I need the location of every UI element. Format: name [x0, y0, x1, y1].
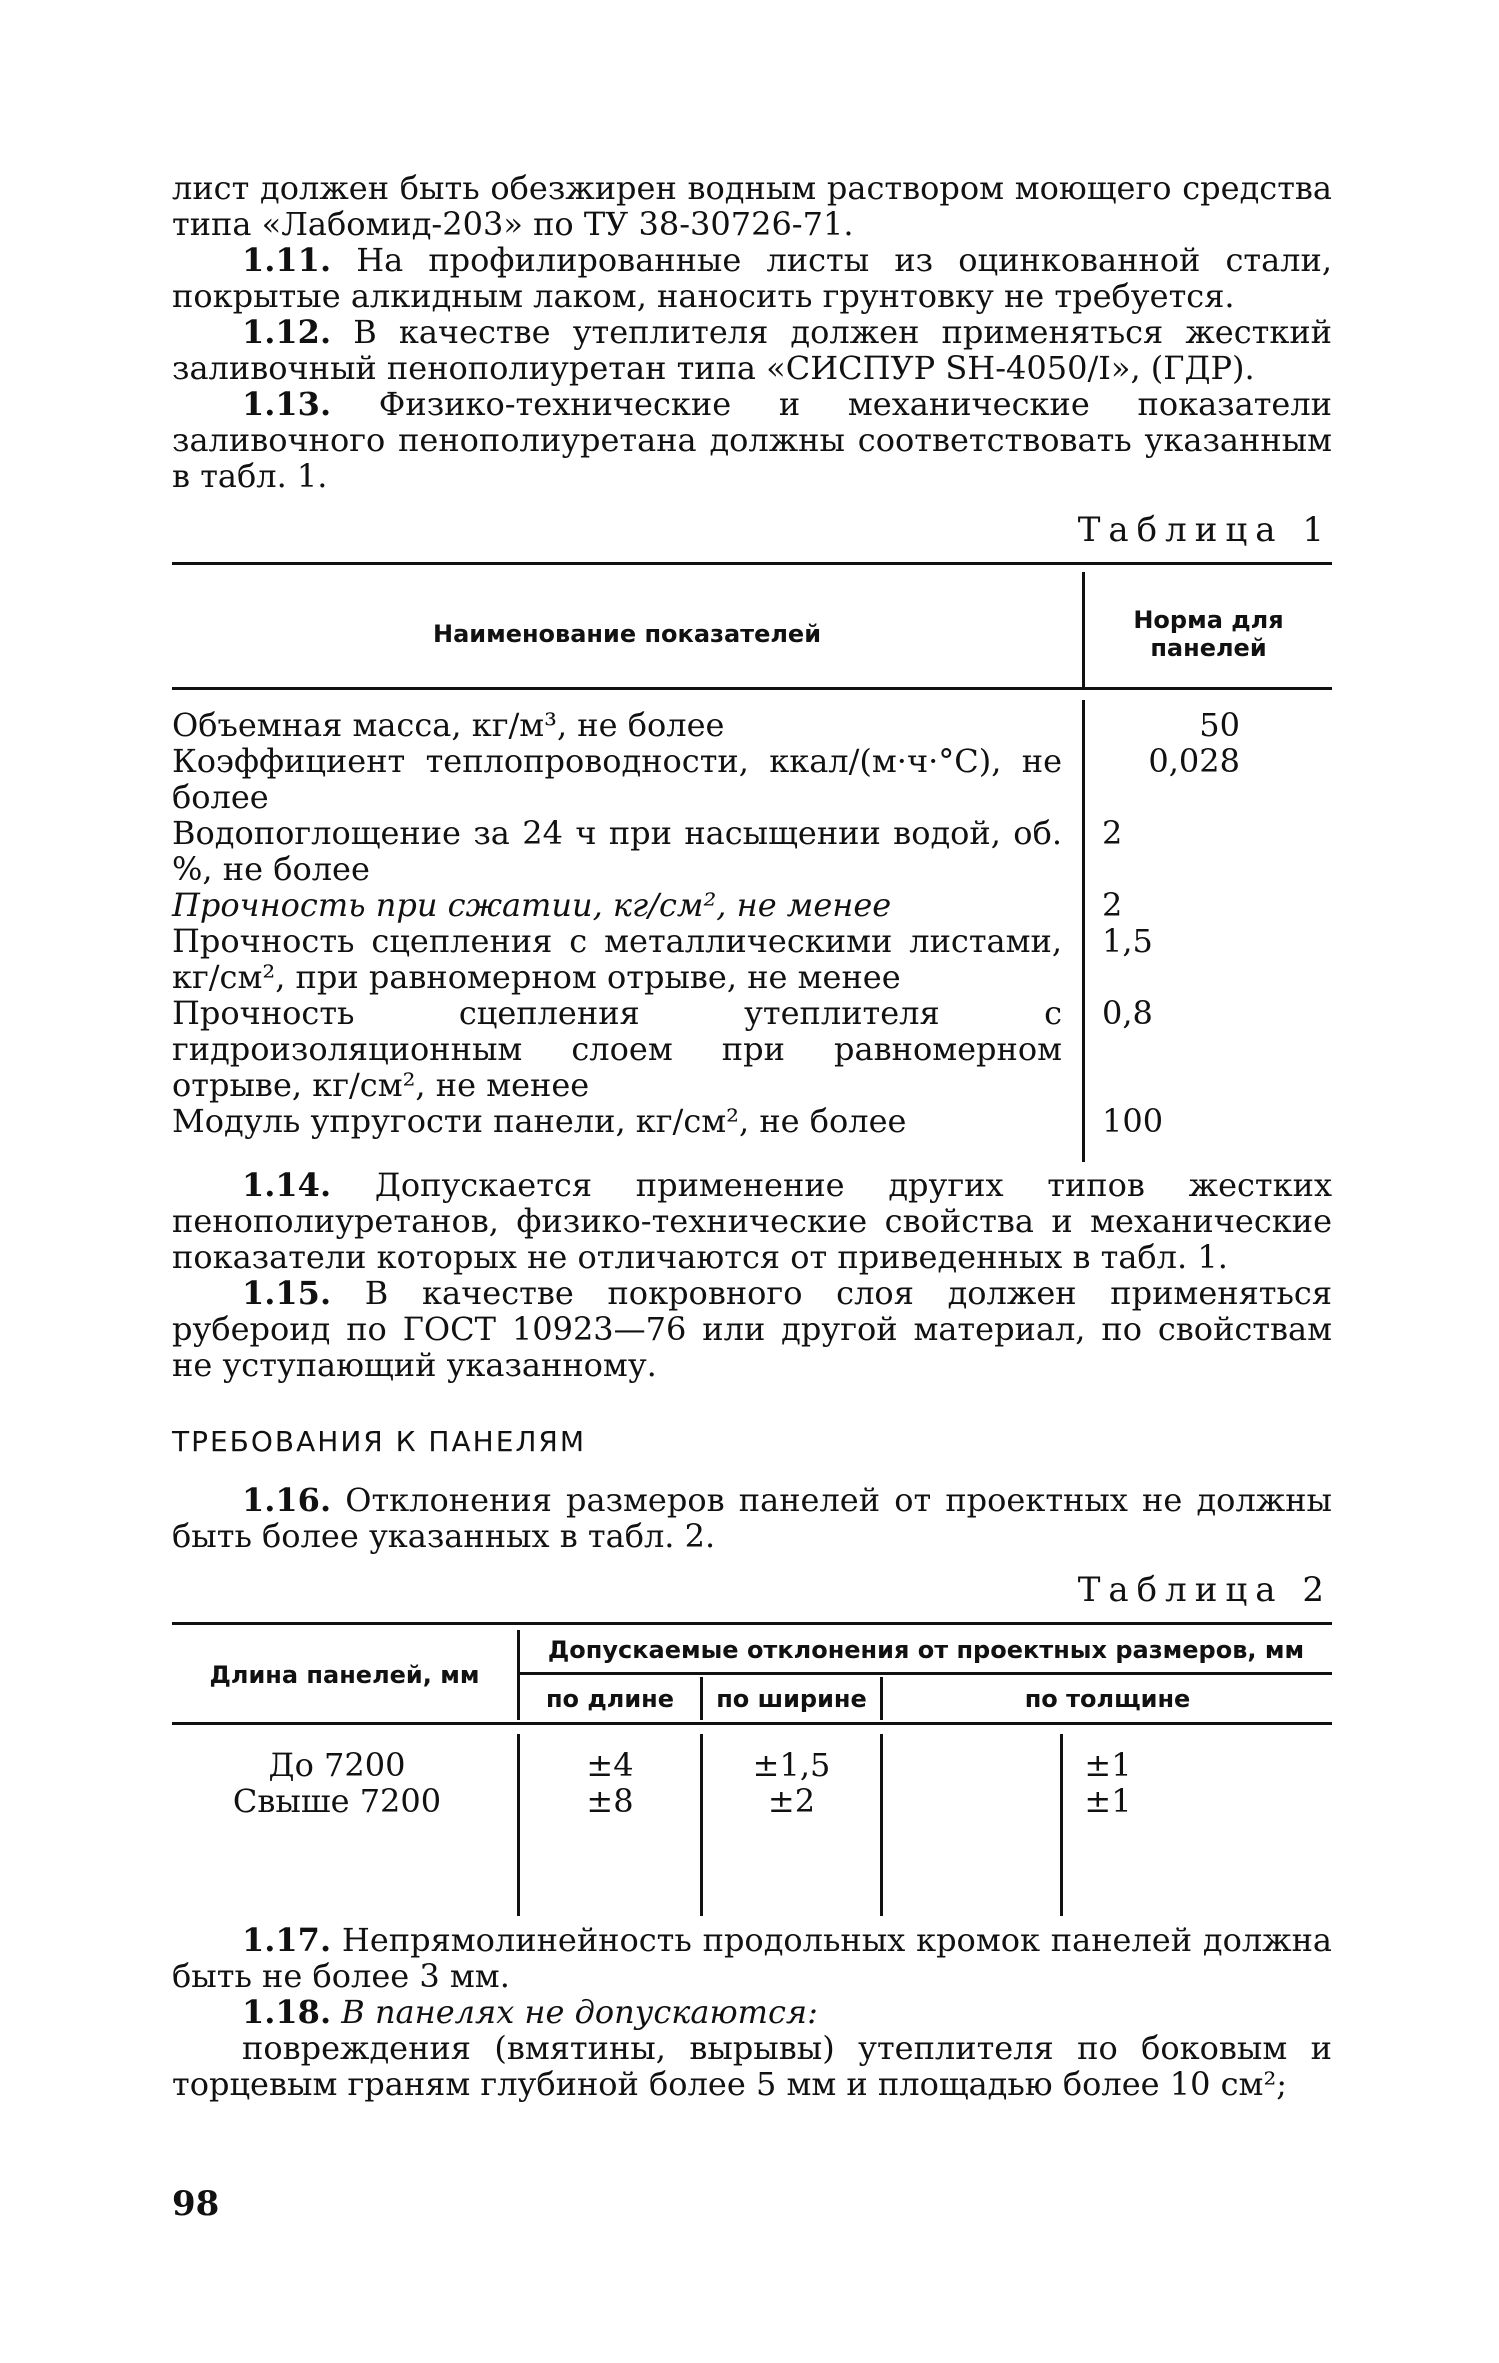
table2-header-col3: по толщине — [1024, 1684, 1191, 1713]
row-value: 2 — [1102, 814, 1123, 852]
table2-cell-length: До 7200 — [268, 1746, 406, 1784]
table2-cell: ±1 — [1084, 1782, 1132, 1820]
table2-cell: ±2 — [767, 1782, 816, 1820]
table-row — [172, 815, 1332, 887]
clause-text: Физико-технические и механические показатели заливочного пенополиуретана должны соответствовать указанным в табл. 1. — [172, 385, 1333, 495]
table2-caption: Таблица 2 — [1077, 1570, 1332, 1610]
table2-header-col2: по ширине — [716, 1684, 867, 1713]
paragraph-1-15 — [172, 1275, 1332, 1383]
table2-top-rule — [172, 1622, 1332, 1625]
row-value: 2 — [1102, 886, 1123, 924]
table2-cell: ±4 — [586, 1746, 634, 1784]
page-body — [172, 170, 1332, 2102]
paragraph-1-11 — [172, 242, 1332, 314]
table-row — [172, 995, 1332, 1103]
paragraph-1-16 — [172, 1482, 1332, 1554]
table-row — [172, 887, 1332, 923]
paragraph-continued: лист должен быть обезжирен водным раствором моющего средства типа «Лабомид-203» по ТУ 38-30726-71. — [172, 169, 1332, 243]
clause-text: На профилированные листы из оцинкованной стали, покрытые алкидным лаком, наносить грунтовку не требуется. — [172, 241, 1332, 315]
table2-cell: ±8 — [586, 1782, 634, 1820]
table1-header-rule — [172, 687, 1332, 690]
table2-cell: ±1,5 — [752, 1746, 831, 1784]
clause-text: В качестве покровного слоя должен применяться рубероид по ГОСТ 10923—76 или другой материал, по свойствам не уступающий указанному. — [172, 1274, 1333, 1384]
row-name: Водопоглощение за 24 ч при насыщении водой, об. %, не более — [172, 814, 1062, 888]
table1-header-value: Норма для панелей — [1133, 606, 1284, 662]
row-value: 0,8 — [1102, 994, 1153, 1032]
table1 — [172, 562, 1332, 1167]
table-row — [172, 707, 1332, 743]
table-row — [172, 743, 1332, 815]
row-value: 0,028 — [1148, 742, 1240, 780]
row-value: 50 — [1199, 706, 1240, 744]
table2-header-col1: по длине — [545, 1684, 675, 1713]
row-name: Прочность сцепления с металлическими листами, кг/см², при равномерном отрыве, не менее — [172, 922, 1062, 996]
table-row — [172, 923, 1332, 995]
table2-body-divider-2 — [880, 1734, 883, 1916]
paragraph-1-17 — [172, 1922, 1332, 1994]
table2-header-length: Длина панелей, мм — [209, 1661, 480, 1689]
row-name: Прочность сцепления утеплителя с гидроизоляционным слоем при равномерном отрыве, кг/см², не менее — [172, 994, 1062, 1104]
row-name: Модуль упругости панели, кг/см², не более — [172, 1102, 907, 1140]
clause-number: 1.11. — [242, 241, 332, 279]
table2-header-rule — [172, 1722, 1332, 1725]
paragraph-1-18-item: повреждения (вмятины, вырывы) утеплителя по боковым и торцевым граням глубиной более 5 мм и площадью более 10 см²; — [172, 2029, 1332, 2103]
table1-header-name: Наименование показателей — [432, 620, 822, 648]
clause-text: Допускается применение других типов жестких пенополиуретанов, физико-технические свойства и механические показатели которых не отличаются от приведенных в табл. 1. — [172, 1166, 1333, 1276]
table2 — [172, 1622, 1332, 1922]
table1-caption: Таблица 1 — [1077, 510, 1332, 550]
row-name: Объемная масса, кг/м³, не более — [172, 706, 725, 744]
table2-header-group: Допускаемые отклонения от проектных размеров, мм — [547, 1636, 1305, 1664]
row-name: Коэффициент теплопроводности, ккал/(м·ч·°С), не более — [172, 742, 1062, 816]
paragraph-1-14 — [172, 1167, 1332, 1275]
row-value: 1,5 — [1102, 922, 1153, 960]
row-name: Прочность при сжатии, кг/см², не менее — [172, 886, 892, 924]
table2-cell-length: Свыше 7200 — [232, 1782, 442, 1820]
paragraph-1-12 — [172, 314, 1332, 386]
clause-number: 1.12. — [242, 313, 332, 351]
section-heading: ТРЕБОВАНИЯ К ПАНЕЛЯМ — [172, 1425, 587, 1458]
table-row — [172, 1103, 1332, 1139]
table1-top-rule — [172, 562, 1332, 565]
paragraph-1-13 — [172, 386, 1332, 494]
clause-text: В панелях не допускаются: — [341, 1993, 818, 2031]
table1-rows — [172, 707, 1332, 1139]
clause-text: Непрямолинейность продольных кромок панелей должна быть не более 3 мм. — [172, 1921, 1333, 1995]
paragraph-1-18 — [172, 1994, 1332, 2030]
clause-number: 1.17. — [242, 1921, 332, 1959]
clause-text: Отклонения размеров панелей от проектных не должны быть более указанных в табл. 2. — [172, 1481, 1333, 1555]
row-value: 100 — [1102, 1102, 1164, 1140]
clause-number: 1.15. — [242, 1274, 332, 1312]
clause-number: 1.16. — [242, 1481, 332, 1519]
clause-number: 1.18. — [242, 1993, 332, 2031]
clause-number: 1.13. — [242, 385, 332, 423]
clause-number: 1.14. — [242, 1166, 332, 1204]
table2-subheader-rule — [520, 1672, 1332, 1675]
table2-cell: ±1 — [1084, 1746, 1132, 1784]
page-number: 98 — [172, 2184, 220, 2224]
clause-text: В качестве утеплителя должен применяться жесткий заливочный пенополиуретан типа «СИСПУР SH-4050/I», (ГДР). — [172, 313, 1333, 387]
